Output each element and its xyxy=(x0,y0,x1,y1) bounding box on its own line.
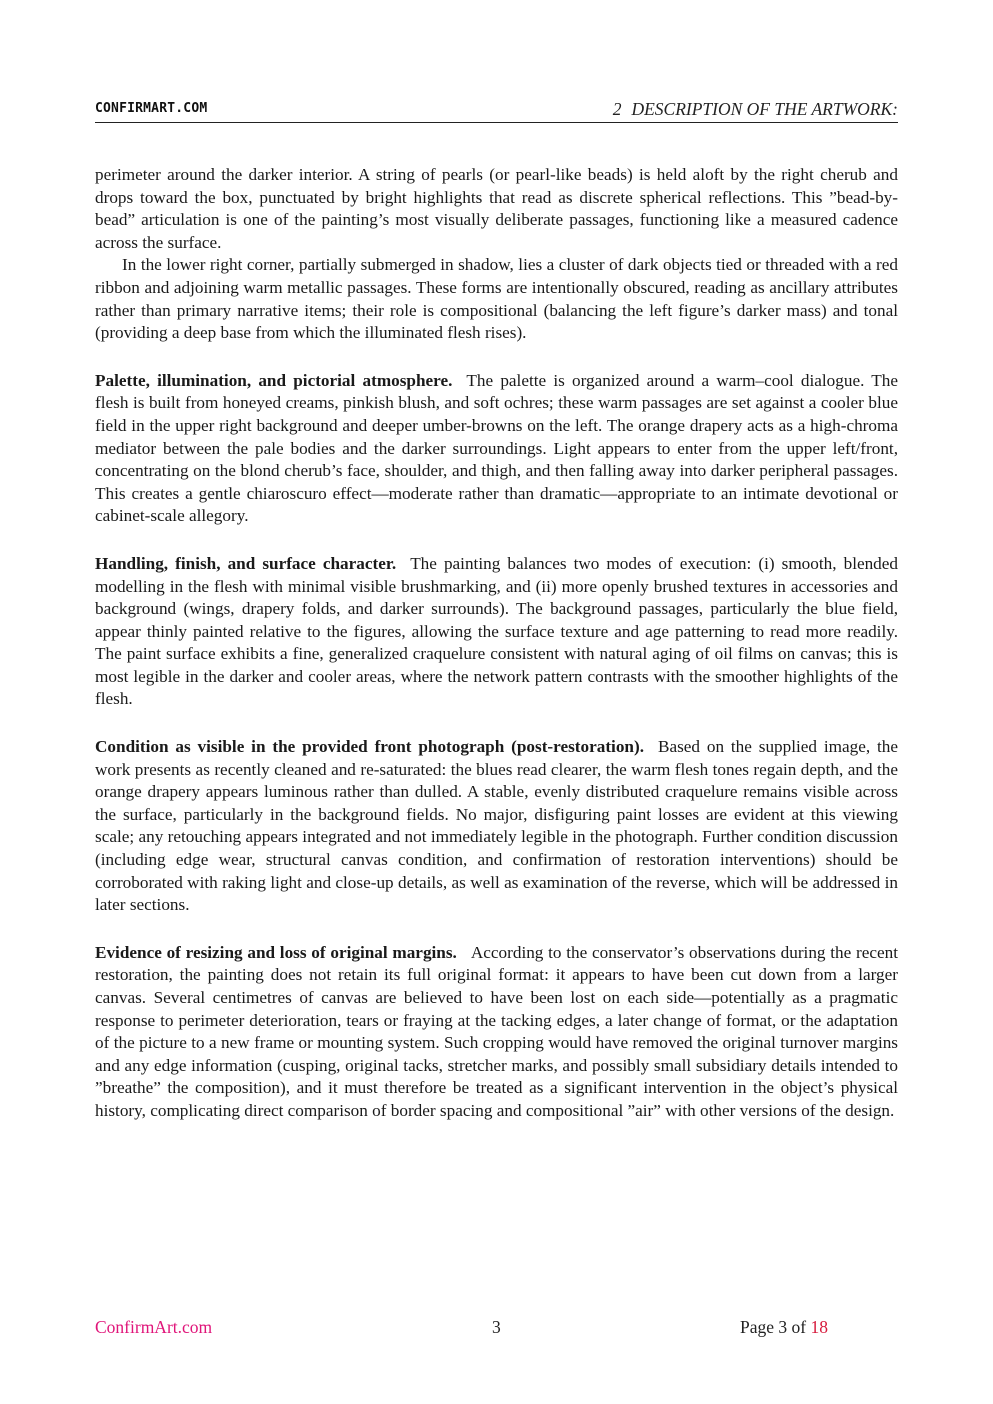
footer-page-number: 3 xyxy=(492,1317,501,1337)
paragraph-text: The painting balances two modes of execution: (i) smooth, blended modelling in the flesh with minimal visible brushmarking, and (ii) more openly brushed textures in accessories and background (wings, drapery folds, and darker surrounds). The background passages, particularly the blue field, appear thinly painted relative to the figures, allowing the surface texture and age patterning to read more readily. The paint surface exhibits a fine, generalized craquelure consistent with natural aging of oil films on canvas; this is most legible in the darker and cooler areas, where the network pattern contrasts with the smoother highlights of the flesh. xyxy=(95,553,899,709)
condition-paragraph xyxy=(95,736,898,917)
footer-site-link[interactable]: ConfirmArt.com xyxy=(95,1317,213,1337)
paragraph-text: Based on the supplied image, the work presents as recently cleaned and re-saturated: the blues read clearer, the warm flesh tones regain depth, and the orange drapery appears luminous rather than dulled. A stable, evenly distributed craquelure remains visible across the surface, particularly in the background fields. No major, disfiguring paint losses are evident at this viewing scale; any retouching appears integrated and not immediately legible in the photograph. Further condition discussion (including edge wear, structural canvas condition, and confirmation of restoration interventions) should be corroborated with raking light and close-up details, as well as examination of the reverse, which will be addressed in later sections. xyxy=(95,737,898,915)
running-head xyxy=(613,99,898,120)
resizing-paragraph xyxy=(95,942,898,1123)
paragraph-text: The palette is organized around a warm–cool dialogue. The flesh is built from honeyed creams, pinkish blush, and soft ochres; these warm passages are set against a cooler blue field in the upper right background and deeper umber-browns on the left. The orange drapery acts as a high-chroma mediator between the pale bodies and the darker surroundings. Light appears to enter from the upper left/front, concentrating on the blond cherub’s face, shoulder, and thigh, and then falling away into darker peripheral passages. This creates a gentle chiaroscuro effect—moderate rather than dramatic—appropriate to an intimate devotional or cabinet-scale allegory. xyxy=(95,370,898,526)
footer-page-count xyxy=(740,1317,828,1338)
total-pages-link[interactable]: 18 xyxy=(810,1317,828,1337)
handling-paragraph xyxy=(95,553,898,711)
page-of-label: Page 3 of xyxy=(740,1317,807,1337)
body-paragraph: perimeter around the darker interior. A string of pearls (or pearl-like beads) is held aloft by the right cherub and drops toward the box, punctuated by bright highlights that read as discrete spherical reflections. This ”bead-by-bead” articulation is one of the painting’s most visually deliberate passages, functioning like a measured cadence across the surface. xyxy=(95,165,898,252)
paragraph-heading: Evidence of resizing and loss of original margins. xyxy=(95,942,457,962)
site-logo: CONFIRMART.COM xyxy=(95,101,208,116)
body-paragraph: In the lower right corner, partially submerged in shadow, lies a cluster of dark objects tied or threaded with a red ribbon and adjoining warm metallic passages. These forms are intentionally obscured, reading as ancillary attributes rather than primary narrative items; their role is compositional (balancing the left figure’s darker mass) and tonal (providing a deep base from which the illuminated flesh rises). xyxy=(95,255,898,343)
section-title: DESCRIPTION OF THE ARTWORK: xyxy=(631,99,898,119)
palette-paragraph xyxy=(95,370,898,528)
page-body xyxy=(95,164,898,1123)
section-number: 2 xyxy=(612,99,622,119)
page-footer xyxy=(95,1317,898,1341)
page-header xyxy=(95,98,898,123)
paragraph-heading: Condition as visible in the provided front photograph (post-restoration). xyxy=(95,737,645,757)
paragraph-heading: Palette, illumination, and pictorial atmosphere. xyxy=(95,370,453,390)
paragraph-text: According to the conservator’s observations during the recent restoration, the painting does not retain its full original format: it appears to have been cut down from a larger canvas. Several centimetres of canvas are believed to have been lost on each side—potentially as a pragmatic response to perimeter deterioration, tears or fraying at the tacking edges, a later change of format, or the adaptation of the picture to a new frame or mounting system. Such cropping would have removed the original turnover margins and any edge information (cusping, original tacks, stretcher marks, and possibly small subsidiary details intended to ”breathe” the composition), and it must therefore be treated as a significant intervention in the object’s physical history, complicating direct comparison of border spacing and compositional ”air” with other versions of the design. xyxy=(95,942,898,1120)
paragraph-heading: Handling, finish, and surface character. xyxy=(95,553,397,573)
